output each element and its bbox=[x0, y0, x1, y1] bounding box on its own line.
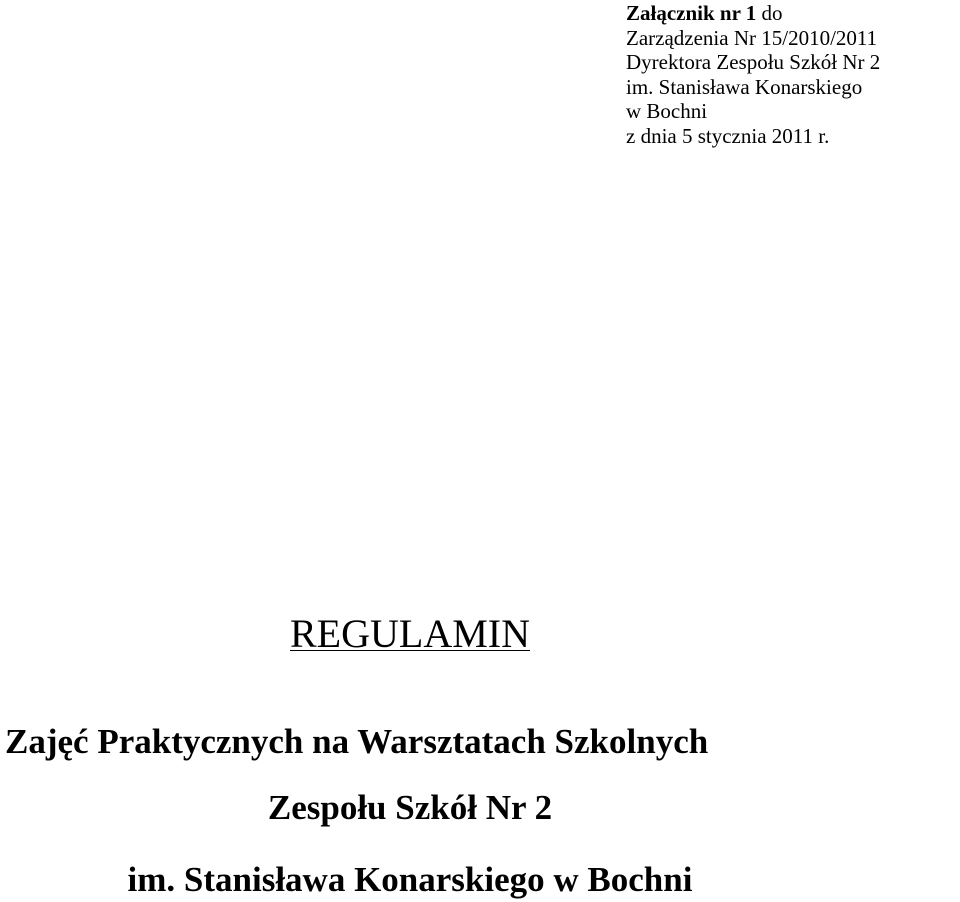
annex-line-city: w Bochni bbox=[626, 99, 708, 124]
annex-label: Załącznik nr 1 bbox=[626, 1, 757, 25]
subtitle-line-1: Zajęć Praktycznych na Warsztatach Szkolnych bbox=[5, 722, 709, 761]
document-heading bbox=[0, 610, 820, 658]
annex-line-ordinance: Zarządzenia Nr 15/2010/2011 bbox=[626, 25, 878, 50]
subtitle-line-3: im. Stanisława Konarskiego w Bochni bbox=[127, 860, 693, 899]
annex-label-suffix: do bbox=[756, 1, 783, 25]
subtitle-line-2: Zespołu Szkół Nr 2 bbox=[267, 788, 553, 827]
annex-line-director: Dyrektora Zespołu Szkół Nr 2 bbox=[626, 50, 881, 75]
annex-line-date: z dnia 5 stycznia 2011 r. bbox=[626, 123, 830, 148]
annex-block bbox=[626, 0, 960, 149]
annex-line-patron: im. Stanisława Konarskiego bbox=[626, 74, 863, 99]
heading-text: REGULAMIN bbox=[290, 611, 530, 656]
annex-title bbox=[626, 1, 960, 26]
